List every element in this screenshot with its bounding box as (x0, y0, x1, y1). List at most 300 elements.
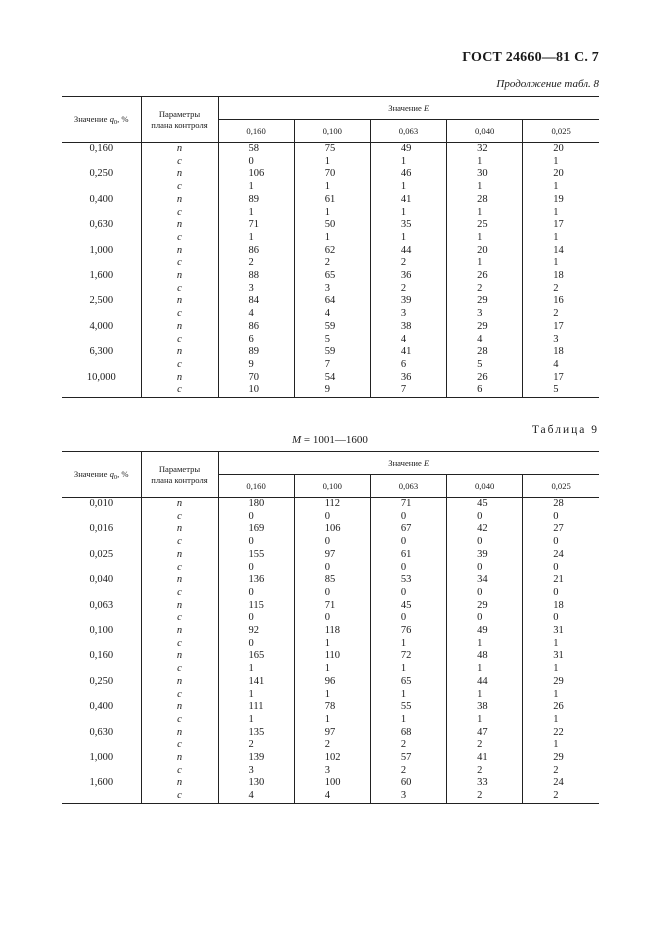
value-cell: 0 (218, 587, 294, 600)
value-cell: 1 (447, 207, 523, 220)
value-cell: 6 (218, 334, 294, 347)
value-cell: 39 (370, 295, 446, 308)
value-cell: 118 (294, 625, 370, 638)
value-cell: 0 (447, 562, 523, 575)
value-cell: 38 (370, 321, 446, 334)
value-cell: 29 (523, 676, 599, 689)
value-cell: 70 (218, 372, 294, 385)
value-cell: 2 (218, 257, 294, 270)
q-value-cell: 6,300 (89, 346, 114, 358)
value-cell: 50 (294, 219, 370, 232)
table-9-body (62, 498, 599, 804)
value-cell: 136 (218, 574, 294, 587)
table-row (62, 257, 599, 270)
value-cell: 1 (218, 714, 294, 727)
page-header: ГОСТ 24660—81 С. 7 (462, 50, 599, 65)
value-cell: 1 (370, 714, 446, 727)
value-cell: 1 (370, 181, 446, 194)
value-cell: 0 (294, 562, 370, 575)
param-cell: c (141, 689, 218, 702)
value-cell: 24 (523, 549, 599, 562)
q-value-cell (62, 181, 141, 194)
value-cell: 59 (294, 346, 370, 359)
value-cell: 1 (370, 638, 446, 651)
value-cell: 0 (447, 587, 523, 600)
e-value-header: 0,160 (218, 120, 294, 143)
q-value-cell (62, 638, 141, 651)
param-cell: c (141, 790, 218, 803)
value-cell: 106 (294, 523, 370, 536)
table-row (62, 765, 599, 778)
param-cell: n (141, 574, 218, 587)
value-cell: 2 (294, 739, 370, 752)
value-cell: 102 (294, 752, 370, 765)
q-value-cell (62, 663, 141, 676)
value-cell: 46 (370, 168, 446, 181)
value-cell: 0 (294, 587, 370, 600)
param-cell: n (141, 600, 218, 613)
value-cell: 27 (523, 523, 599, 536)
value-cell: 67 (370, 523, 446, 536)
e-value-header: 0,160 (218, 475, 294, 498)
table-row (62, 219, 599, 232)
value-cell: 1 (523, 232, 599, 245)
value-cell: 0 (218, 511, 294, 524)
value-cell: 0 (218, 638, 294, 651)
q-value-cell (62, 257, 141, 270)
q-value-cell: 1,600 (89, 270, 114, 282)
q-value-cell: 0,040 (89, 574, 114, 586)
value-cell: 86 (218, 321, 294, 334)
e-value-header: 0,100 (294, 475, 370, 498)
value-cell: 60 (370, 777, 446, 790)
value-cell: 9 (294, 384, 370, 397)
value-cell: 26 (447, 372, 523, 385)
value-cell: 3 (294, 765, 370, 778)
e-value-header: 0,100 (294, 120, 370, 143)
value-cell: 61 (370, 549, 446, 562)
q-value-cell (62, 739, 141, 752)
value-cell: 0 (218, 536, 294, 549)
value-cell: 89 (218, 346, 294, 359)
value-cell: 29 (447, 321, 523, 334)
value-cell: 72 (370, 650, 446, 663)
value-cell: 1 (370, 663, 446, 676)
table-9 (62, 451, 599, 804)
q-value-cell (62, 536, 141, 549)
value-cell: 3 (370, 790, 446, 803)
e-value-header: 0,063 (370, 475, 446, 498)
param-cell: c (141, 612, 218, 625)
value-cell: 71 (218, 219, 294, 232)
value-cell: 41 (447, 752, 523, 765)
value-cell: 106 (218, 168, 294, 181)
param-cell: n (141, 295, 218, 308)
value-cell: 1 (294, 714, 370, 727)
value-cell: 1 (447, 663, 523, 676)
q-value-cell (62, 587, 141, 600)
param-cell: n (141, 752, 218, 765)
param-cell: c (141, 308, 218, 321)
value-cell: 28 (447, 194, 523, 207)
value-cell: 1 (218, 181, 294, 194)
param-cell: c (141, 536, 218, 549)
value-cell: 25 (447, 219, 523, 232)
q-value-cell: 0,400 (89, 701, 114, 713)
value-cell: 71 (294, 600, 370, 613)
value-cell: 97 (294, 549, 370, 562)
value-cell: 84 (218, 295, 294, 308)
value-cell: 0 (523, 562, 599, 575)
value-cell: 165 (218, 650, 294, 663)
q-value-cell: 0,100 (89, 625, 114, 637)
value-cell: 59 (294, 321, 370, 334)
value-cell: 2 (523, 308, 599, 321)
value-cell: 1 (218, 663, 294, 676)
value-cell: 17 (523, 321, 599, 334)
q-value-cell: 0,250 (89, 675, 114, 687)
table-row (62, 245, 599, 258)
table-row (62, 676, 599, 689)
table-row (62, 270, 599, 283)
value-cell: 2 (447, 739, 523, 752)
param-cell: c (141, 765, 218, 778)
value-cell: 1 (370, 689, 446, 702)
value-cell: 34 (447, 574, 523, 587)
table-row (62, 612, 599, 625)
param-cell: c (141, 283, 218, 296)
q-value-cell: 4,000 (89, 320, 114, 332)
value-cell: 0 (447, 511, 523, 524)
value-cell: 0 (218, 612, 294, 625)
param-cell: n (141, 194, 218, 207)
value-cell: 36 (370, 270, 446, 283)
value-cell: 62 (294, 245, 370, 258)
table-row (62, 359, 599, 372)
value-cell: 1 (523, 739, 599, 752)
value-cell: 1 (294, 207, 370, 220)
value-cell: 2 (294, 257, 370, 270)
table-row (62, 701, 599, 714)
table-row (62, 194, 599, 207)
value-cell: 111 (218, 701, 294, 714)
value-cell: 3 (294, 283, 370, 296)
value-cell: 3 (370, 308, 446, 321)
param-cell: c (141, 181, 218, 194)
param-cell: n (141, 625, 218, 638)
value-cell: 3 (218, 283, 294, 296)
value-cell: 85 (294, 574, 370, 587)
value-cell: 0 (294, 511, 370, 524)
param-cell: c (141, 384, 218, 397)
param-cell: n (141, 346, 218, 359)
q-value-cell: 1,000 (89, 752, 114, 764)
param-cell: n (141, 498, 218, 511)
value-cell: 0 (447, 536, 523, 549)
value-cell: 1 (523, 181, 599, 194)
q-value-cell (62, 562, 141, 575)
param-cell: c (141, 511, 218, 524)
table-row (62, 587, 599, 600)
value-cell: 20 (447, 245, 523, 258)
value-cell: 53 (370, 574, 446, 587)
value-cell: 75 (294, 143, 370, 156)
value-cell: 1 (294, 663, 370, 676)
value-cell: 2 (523, 765, 599, 778)
value-cell: 1 (294, 156, 370, 169)
value-cell: 180 (218, 498, 294, 511)
value-cell: 130 (218, 777, 294, 790)
table-row (62, 790, 599, 803)
q-value-cell: 0,250 (89, 168, 114, 180)
value-cell: 42 (447, 523, 523, 536)
q-value-cell (62, 714, 141, 727)
q-value-cell: 0,630 (89, 726, 114, 738)
value-cell: 115 (218, 600, 294, 613)
q-value-cell: 2,500 (89, 295, 114, 307)
value-cell: 2 (218, 739, 294, 752)
value-cell: 1 (447, 689, 523, 702)
column-header-e: Значение E (218, 97, 599, 120)
table-row (62, 156, 599, 169)
table-row (62, 549, 599, 562)
value-cell: 4 (294, 308, 370, 321)
value-cell: 9 (218, 359, 294, 372)
value-cell: 45 (370, 600, 446, 613)
value-cell: 18 (523, 270, 599, 283)
param-cell: c (141, 714, 218, 727)
column-header-q: Значение $q_0$, % (62, 97, 141, 143)
param-cell: c (141, 232, 218, 245)
value-cell: 4 (523, 359, 599, 372)
value-cell: 14 (523, 245, 599, 258)
q-value-cell: 0,160 (89, 143, 114, 154)
column-header-e: Значение E (218, 452, 599, 475)
table-row (62, 168, 599, 181)
e-value-header: 0,040 (447, 120, 523, 143)
value-cell: 110 (294, 650, 370, 663)
param-cell: c (141, 587, 218, 600)
table-row (62, 600, 599, 613)
table-row (62, 295, 599, 308)
value-cell: 1 (523, 689, 599, 702)
value-cell: 2 (523, 790, 599, 803)
e-value-header: 0,025 (523, 475, 599, 498)
value-cell: 3 (523, 334, 599, 347)
q-value-cell (62, 334, 141, 347)
q-value-cell: 1,600 (89, 777, 114, 789)
value-cell: 49 (370, 143, 446, 156)
value-cell: 2 (370, 739, 446, 752)
value-cell: 155 (218, 549, 294, 562)
q-value-cell (62, 283, 141, 296)
value-cell: 48 (447, 650, 523, 663)
table-row (62, 574, 599, 587)
value-cell: 21 (523, 574, 599, 587)
table-row (62, 181, 599, 194)
q-value-cell (62, 207, 141, 220)
param-cell: n (141, 777, 218, 790)
table-row (62, 536, 599, 549)
q-value-cell: 0,010 (89, 498, 114, 509)
value-cell: 76 (370, 625, 446, 638)
value-cell: 29 (447, 600, 523, 613)
value-cell: 1 (294, 181, 370, 194)
q-value-cell: 0,630 (89, 219, 114, 231)
value-cell: 18 (523, 600, 599, 613)
q-value-cell: 1,000 (89, 244, 114, 256)
param-cell: n (141, 372, 218, 385)
q-value-cell: 0,063 (89, 599, 114, 611)
value-cell: 58 (218, 143, 294, 156)
value-cell: 96 (294, 676, 370, 689)
value-cell: 71 (370, 498, 446, 511)
table-row (62, 625, 599, 638)
table-row (62, 346, 599, 359)
value-cell: 1 (370, 207, 446, 220)
value-cell: 1 (218, 207, 294, 220)
value-cell: 31 (523, 625, 599, 638)
param-cell: n (141, 143, 218, 156)
e-value-header: 0,025 (523, 120, 599, 143)
q-value-cell: 0,400 (89, 193, 114, 205)
q-value-cell: 0,016 (89, 523, 114, 535)
value-cell: 86 (218, 245, 294, 258)
value-cell: 17 (523, 372, 599, 385)
value-cell: 6 (370, 359, 446, 372)
param-cell: n (141, 523, 218, 536)
value-cell: 33 (447, 777, 523, 790)
e-value-header: 0,040 (447, 475, 523, 498)
q-value-cell (62, 232, 141, 245)
value-cell: 1 (218, 232, 294, 245)
param-cell: n (141, 650, 218, 663)
param-cell: n (141, 321, 218, 334)
param-cell: c (141, 739, 218, 752)
value-cell: 1 (294, 232, 370, 245)
value-cell: 39 (447, 549, 523, 562)
value-cell: 28 (523, 498, 599, 511)
table-row (62, 511, 599, 524)
value-cell: 2 (370, 765, 446, 778)
value-cell: 1 (523, 638, 599, 651)
value-cell: 10 (218, 384, 294, 397)
value-cell: 70 (294, 168, 370, 181)
value-cell: 0 (370, 587, 446, 600)
q-value-cell (62, 612, 141, 625)
q-value-cell (62, 156, 141, 169)
value-cell: 169 (218, 523, 294, 536)
table-row (62, 752, 599, 765)
q-value-cell: 10,000 (86, 371, 116, 383)
value-cell: 29 (523, 752, 599, 765)
param-cell: c (141, 359, 218, 372)
value-cell: 49 (447, 625, 523, 638)
value-cell: 31 (523, 650, 599, 663)
value-cell: 1 (523, 207, 599, 220)
value-cell: 22 (523, 727, 599, 740)
value-cell: 19 (523, 194, 599, 207)
value-cell: 3 (218, 765, 294, 778)
value-cell: 0 (523, 511, 599, 524)
table-row (62, 372, 599, 385)
value-cell: 35 (370, 219, 446, 232)
value-cell: 61 (294, 194, 370, 207)
param-cell: c (141, 257, 218, 270)
value-cell: 1 (447, 638, 523, 651)
value-cell: 0 (218, 562, 294, 575)
table-row (62, 321, 599, 334)
param-cell: n (141, 727, 218, 740)
column-header-params: Параметры плана контроля (141, 97, 218, 143)
value-cell: 78 (294, 701, 370, 714)
table-row (62, 638, 599, 651)
value-cell: 100 (294, 777, 370, 790)
value-cell: 20 (523, 143, 599, 156)
value-cell: 1 (523, 156, 599, 169)
q-value-cell (62, 384, 141, 397)
table-row (62, 308, 599, 321)
table-9-subtitle: M = 1001—1600 (292, 434, 368, 446)
value-cell: 1 (523, 663, 599, 676)
value-cell: 0 (447, 612, 523, 625)
value-cell: 3 (447, 308, 523, 321)
value-cell: 1 (447, 232, 523, 245)
value-cell: 20 (523, 168, 599, 181)
value-cell: 88 (218, 270, 294, 283)
param-cell: n (141, 168, 218, 181)
value-cell: 30 (447, 168, 523, 181)
value-cell: 2 (447, 283, 523, 296)
table-continuation-caption: Продолжение табл. 8 (496, 78, 599, 90)
value-cell: 24 (523, 777, 599, 790)
value-cell: 92 (218, 625, 294, 638)
table-8 (62, 96, 599, 398)
table-row (62, 207, 599, 220)
value-cell: 5 (294, 334, 370, 347)
param-cell: n (141, 219, 218, 232)
value-cell: 6 (447, 384, 523, 397)
table-row (62, 777, 599, 790)
value-cell: 47 (447, 727, 523, 740)
value-cell: 64 (294, 295, 370, 308)
param-cell: c (141, 207, 218, 220)
value-cell: 0 (294, 536, 370, 549)
value-cell: 44 (447, 676, 523, 689)
table-row (62, 562, 599, 575)
q-value-cell (62, 790, 141, 803)
value-cell: 45 (447, 498, 523, 511)
table-row (62, 498, 599, 511)
value-cell: 1 (447, 714, 523, 727)
value-cell: 1 (370, 232, 446, 245)
value-cell: 1 (218, 689, 294, 702)
table-row (62, 232, 599, 245)
value-cell: 1 (447, 257, 523, 270)
value-cell: 141 (218, 676, 294, 689)
param-cell: c (141, 334, 218, 347)
value-cell: 38 (447, 701, 523, 714)
value-cell: 4 (447, 334, 523, 347)
value-cell: 0 (523, 587, 599, 600)
param-cell: n (141, 549, 218, 562)
value-cell: 26 (523, 701, 599, 714)
value-cell: 0 (218, 156, 294, 169)
value-cell: 4 (294, 790, 370, 803)
value-cell: 2 (370, 283, 446, 296)
table-row (62, 384, 599, 397)
table-row (62, 739, 599, 752)
